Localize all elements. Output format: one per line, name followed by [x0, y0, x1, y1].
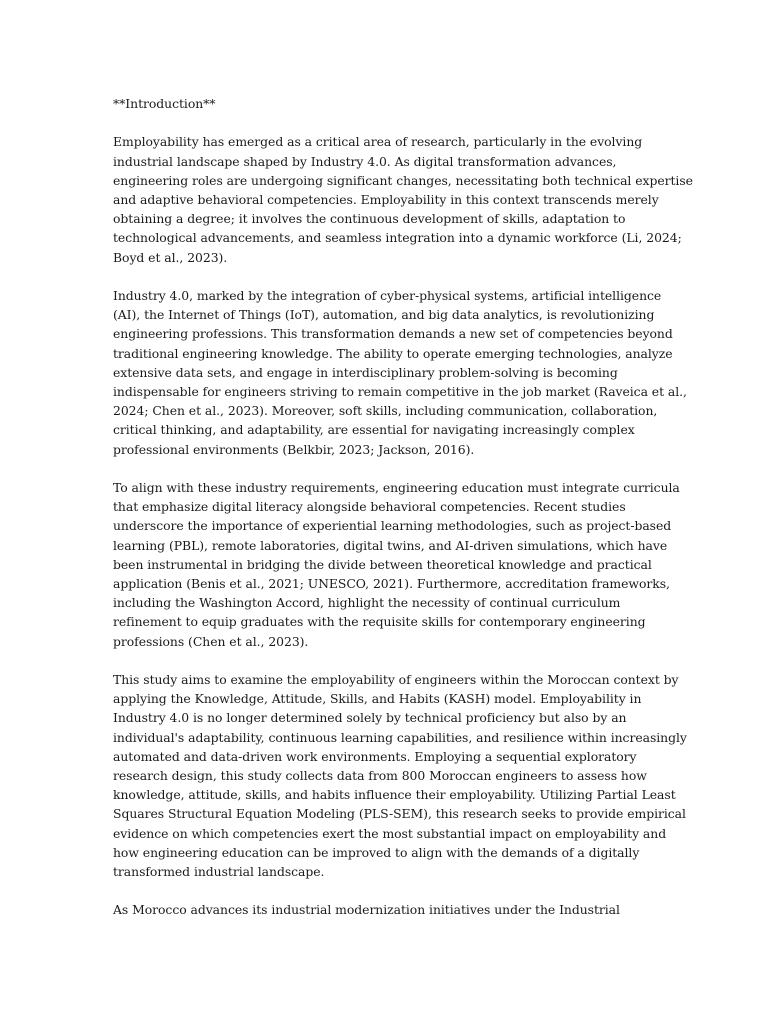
text-line: been instrumental in bridging the divide between theoretical knowledge and practical: [113, 556, 652, 572]
text-line: engineering roles are undergoing significant changes, necessitating both technical expertise: [113, 172, 693, 188]
paragraph: [113, 132, 728, 266]
text-line: transformed industrial landscape.: [113, 864, 325, 880]
text-line: engineering professions. This transformation demands a new set of competencies beyond: [113, 326, 673, 342]
text-line: traditional engineering knowledge. The ability to operate emerging technologies, analyze: [113, 345, 673, 361]
text-line: applying the Knowledge, Attitude, Skills, and Habits (KASH) model. Employability in: [113, 691, 642, 707]
text-line: Squares Structural Equation Modeling (PLS-SEM), this research seeks to provide empirical: [113, 806, 686, 822]
text-line: evidence on which competencies exert the most substantial impact on employability and: [113, 825, 667, 841]
text-line: automated and data-driven work environments. Employing a sequential exploratory: [113, 748, 637, 764]
text-line: Industry 4.0 is no longer determined solely by technical proficiency but also by an: [113, 710, 627, 726]
text-line: professions (Chen et al., 2023).: [113, 633, 309, 649]
text-line: industrial landscape shaped by Industry 4.0. As digital transformation advances,: [113, 153, 617, 169]
text-line: This study aims to examine the employability of engineers within the Moroccan context by: [113, 672, 679, 688]
text-line: technological advancements, and seamless integration into a dynamic workforce (Li, 2024;: [113, 230, 682, 246]
text-line: how engineering education can be improved to align with the demands of a digitally: [113, 844, 640, 860]
text-line: To align with these industry requirements, engineering education must integrate curricula: [113, 480, 680, 496]
text-line: learning (PBL), remote laboratories, digital twins, and AI-driven simulations, which have: [113, 537, 668, 553]
paragraph: [113, 286, 728, 459]
text-line: obtaining a degree; it involves the continuous development of skills, adaptation to: [113, 211, 626, 227]
paragraph: [113, 900, 728, 919]
text-line: research design, this study collects data from 800 Moroccan engineers to assess how: [113, 768, 647, 784]
section-heading: **Introduction**: [113, 96, 216, 111]
text-line: critical thinking, and adaptability, are essential for navigating increasingly complex: [113, 422, 635, 438]
text-line: professional environments (Belkbir, 2023; Jackson, 2016).: [113, 441, 475, 457]
text-line: 2024; Chen et al., 2023). Moreover, soft skills, including communication, collaboration,: [113, 403, 658, 419]
text-line: As Morocco advances its industrial modernization initiatives under the Industrial: [113, 902, 620, 918]
text-line: and adaptive behavioral competencies. Employability in this context transcends merely: [113, 192, 659, 207]
text-line: that emphasize digital literacy alongside behavioral competencies. Recent studies: [113, 499, 626, 515]
document-body: [113, 132, 728, 919]
text-line: knowledge, attitude, skills, and habits influence their employability. Utilizing Partial Least: [113, 787, 676, 803]
text-line: application (Benis et al., 2021; UNESCO, 2021). Furthermore, accreditation frameworks,: [113, 576, 670, 592]
text-line: Employability has emerged as a critical area of research, particularly in the evolving: [113, 134, 643, 150]
paragraph: [113, 478, 728, 651]
text-line: individual's adaptability, continuous learning capabilities, and resilience within increasingly: [113, 729, 687, 745]
text-line: indispensable for engineers striving to remain competitive in the job market (Raveica et al.,: [113, 384, 687, 400]
text-line: extensive data sets, and engage in interdisciplinary problem-solving is becoming: [113, 364, 618, 380]
text-line: underscore the importance of experiential learning methodologies, such as project-based: [113, 518, 672, 534]
text-line: Industry 4.0, marked by the integration of cyber-physical systems, artificial intelligence: [113, 288, 662, 303]
text-line: Boyd et al., 2023).: [113, 249, 228, 265]
text-line: (AI), the Internet of Things (IoT), automation, and big data analytics, is revolutionizing: [113, 307, 655, 323]
paragraph: [113, 670, 728, 881]
text-line: including the Washington Accord, highlight the necessity of continual curriculum: [113, 595, 621, 611]
text-line: refinement to equip graduates with the requisite skills for contemporary engineering: [113, 614, 646, 630]
